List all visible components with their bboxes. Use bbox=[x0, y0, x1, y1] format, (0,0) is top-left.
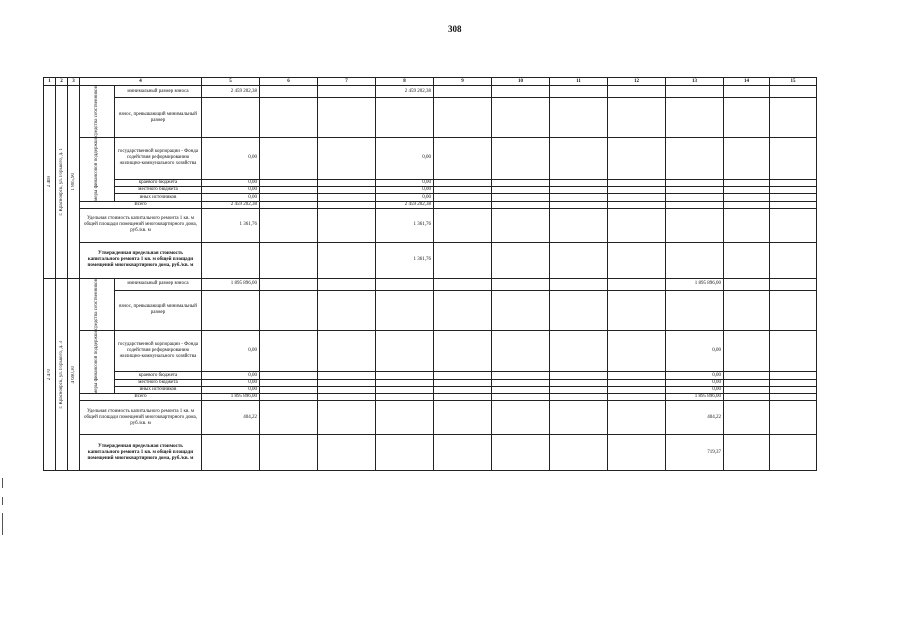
empty-cell bbox=[550, 290, 608, 330]
empty-cell bbox=[434, 242, 492, 278]
row-label-other: иных источников bbox=[115, 387, 202, 394]
row-min-contribution bbox=[44, 278, 817, 290]
empty-cell bbox=[318, 194, 376, 201]
empty-cell bbox=[724, 201, 770, 208]
value-cell: 2 459 202,38 bbox=[376, 201, 434, 208]
empty-cell bbox=[492, 137, 550, 179]
empty-cell bbox=[434, 278, 492, 290]
col-header: 13 bbox=[666, 78, 724, 86]
value-cell: 0,00 bbox=[666, 330, 724, 372]
empty-cell bbox=[318, 86, 376, 98]
empty-cell bbox=[770, 435, 817, 471]
row-label-gov-corp: государственной корпорации - Фонда содействия реформированию жилищно-коммунального хозяйства bbox=[115, 330, 202, 372]
col-header: 4 bbox=[80, 78, 202, 86]
empty-cell bbox=[260, 372, 318, 379]
support-measures-label bbox=[80, 137, 115, 201]
value-cell bbox=[666, 187, 724, 194]
col-header: 7 bbox=[318, 78, 376, 86]
value-cell bbox=[376, 387, 434, 394]
empty-cell bbox=[492, 278, 550, 290]
empty-cell bbox=[608, 179, 666, 186]
empty-cell bbox=[724, 86, 770, 98]
value-cell bbox=[666, 137, 724, 179]
empty-cell bbox=[550, 387, 608, 394]
empty-cell bbox=[550, 330, 608, 372]
empty-cell bbox=[434, 179, 492, 186]
row-other-sources bbox=[44, 194, 817, 201]
empty-cell bbox=[434, 98, 492, 138]
empty-cell bbox=[770, 330, 817, 372]
value-cell bbox=[376, 394, 434, 401]
empty-cell bbox=[260, 435, 318, 471]
row-total bbox=[44, 201, 817, 208]
building-area bbox=[68, 278, 80, 471]
record-number-text: 2 469 bbox=[46, 176, 52, 188]
empty-cell bbox=[492, 201, 550, 208]
empty-cell bbox=[260, 187, 318, 194]
empty-cell bbox=[608, 137, 666, 179]
empty-cell bbox=[260, 242, 318, 278]
empty-cell bbox=[550, 278, 608, 290]
empty-cell bbox=[318, 179, 376, 186]
value-cell bbox=[376, 330, 434, 372]
empty-cell bbox=[770, 86, 817, 98]
value-cell bbox=[202, 242, 260, 278]
value-cell: 0,00 bbox=[202, 179, 260, 186]
empty-cell bbox=[550, 208, 608, 242]
value-cell: 2 459 202,38 bbox=[376, 86, 434, 98]
row-unit-cost bbox=[44, 401, 817, 435]
empty-cell bbox=[318, 435, 376, 471]
empty-cell bbox=[492, 290, 550, 330]
empty-cell bbox=[608, 379, 666, 386]
row-approved-limit bbox=[44, 242, 817, 278]
record-number bbox=[44, 278, 56, 471]
support-measures-label-text: меры финансовой поддержки bbox=[94, 137, 99, 201]
empty-cell bbox=[318, 187, 376, 194]
row-label-total: Всего bbox=[80, 201, 202, 208]
value-cell: 1 361,76 bbox=[376, 208, 434, 242]
empty-cell bbox=[434, 290, 492, 330]
owner-funds-label-text: средства собственников bbox=[94, 278, 99, 330]
empty-cell bbox=[550, 179, 608, 186]
value-cell bbox=[666, 201, 724, 208]
col-header: 10 bbox=[492, 78, 550, 86]
empty-cell bbox=[434, 187, 492, 194]
empty-cell bbox=[434, 394, 492, 401]
building-area bbox=[68, 86, 80, 279]
row-label-excess: взнос, превышающий минимальный размер bbox=[115, 98, 202, 138]
empty-cell bbox=[434, 330, 492, 372]
value-cell: 2 459 202,38 bbox=[202, 201, 260, 208]
record-number bbox=[44, 86, 56, 279]
support-measures-label bbox=[80, 330, 115, 394]
empty-cell bbox=[724, 98, 770, 138]
building-address-text: г. Красноярск, ул. Горького, д. 3 bbox=[58, 340, 64, 409]
empty-cell bbox=[724, 435, 770, 471]
empty-cell bbox=[550, 98, 608, 138]
col-header: 2 bbox=[56, 78, 68, 86]
empty-cell bbox=[434, 86, 492, 98]
value-cell bbox=[376, 401, 434, 435]
empty-cell bbox=[724, 242, 770, 278]
empty-cell bbox=[770, 372, 817, 379]
col-header: 3 bbox=[68, 78, 80, 86]
value-cell: 0,00 bbox=[666, 379, 724, 386]
empty-cell bbox=[492, 394, 550, 401]
empty-cell bbox=[260, 290, 318, 330]
col-header: 12 bbox=[608, 78, 666, 86]
row-total bbox=[44, 394, 817, 401]
empty-cell bbox=[260, 137, 318, 179]
value-cell bbox=[376, 435, 434, 471]
building-area-text: 1 805,90 bbox=[70, 173, 76, 191]
empty-cell bbox=[260, 379, 318, 386]
empty-cell bbox=[608, 330, 666, 372]
row-label-gov-corp: государственной корпорации - Фонда содействия реформированию жилищно-коммунального хозяйства bbox=[115, 137, 202, 179]
empty-cell bbox=[724, 179, 770, 186]
col-header: 1 bbox=[44, 78, 56, 86]
empty-cell bbox=[318, 201, 376, 208]
value-cell: 404,22 bbox=[202, 401, 260, 435]
col-header: 5 bbox=[202, 78, 260, 86]
row-label-local: местного бюджета bbox=[115, 187, 202, 194]
empty-cell bbox=[318, 401, 376, 435]
empty-cell bbox=[260, 394, 318, 401]
empty-cell bbox=[608, 201, 666, 208]
empty-cell bbox=[724, 379, 770, 386]
empty-cell bbox=[724, 330, 770, 372]
empty-cell bbox=[770, 387, 817, 394]
empty-cell bbox=[318, 278, 376, 290]
value-cell: 0,00 bbox=[376, 194, 434, 201]
empty-cell bbox=[260, 179, 318, 186]
empty-cell bbox=[724, 387, 770, 394]
empty-cell bbox=[318, 330, 376, 372]
value-cell bbox=[666, 194, 724, 201]
empty-cell bbox=[550, 394, 608, 401]
col-header: 14 bbox=[724, 78, 770, 86]
empty-cell bbox=[608, 372, 666, 379]
empty-cell bbox=[608, 394, 666, 401]
value-cell bbox=[376, 379, 434, 386]
empty-cell bbox=[318, 98, 376, 138]
value-cell: 1 895 896,00 bbox=[202, 278, 260, 290]
value-cell bbox=[202, 435, 260, 471]
empty-cell bbox=[608, 278, 666, 290]
value-cell: 719,37 bbox=[666, 435, 724, 471]
empty-cell bbox=[724, 187, 770, 194]
scan-margin-mark bbox=[2, 513, 3, 535]
empty-cell bbox=[770, 98, 817, 138]
empty-cell bbox=[550, 86, 608, 98]
col-header: 15 bbox=[770, 78, 817, 86]
empty-cell bbox=[260, 330, 318, 372]
empty-cell bbox=[608, 387, 666, 394]
row-label-regional: краевого бюджета bbox=[115, 372, 202, 379]
empty-cell bbox=[492, 187, 550, 194]
value-cell: 0,00 bbox=[376, 187, 434, 194]
empty-cell bbox=[550, 401, 608, 435]
empty-cell bbox=[550, 137, 608, 179]
row-min-contribution bbox=[44, 86, 817, 98]
row-excess-contribution bbox=[44, 290, 817, 330]
scan-margin-mark bbox=[2, 497, 3, 505]
empty-cell bbox=[608, 187, 666, 194]
row-excess-contribution bbox=[44, 98, 817, 138]
page-number: 308 bbox=[448, 24, 462, 34]
empty-cell bbox=[260, 194, 318, 201]
empty-cell bbox=[770, 290, 817, 330]
row-label-min-contribution: минимальный размер взноса bbox=[115, 278, 202, 290]
owner-funds-label-text: средства собственников bbox=[94, 86, 99, 137]
empty-cell bbox=[202, 98, 260, 138]
owner-funds-label bbox=[80, 278, 115, 330]
empty-cell bbox=[724, 372, 770, 379]
empty-cell bbox=[724, 194, 770, 201]
value-cell bbox=[666, 208, 724, 242]
col-header: 11 bbox=[550, 78, 608, 86]
value-cell: 0,00 bbox=[202, 372, 260, 379]
empty-cell bbox=[492, 330, 550, 372]
empty-cell bbox=[550, 372, 608, 379]
row-gov-corp bbox=[44, 137, 817, 179]
empty-cell bbox=[724, 290, 770, 330]
value-cell: 404,22 bbox=[666, 401, 724, 435]
row-approved-limit bbox=[44, 435, 817, 471]
empty-cell bbox=[434, 379, 492, 386]
empty-cell bbox=[492, 194, 550, 201]
scan-margin-mark bbox=[2, 478, 3, 488]
support-measures-label-text: меры финансовой поддержки bbox=[94, 330, 99, 394]
row-other-sources bbox=[44, 387, 817, 394]
value-cell: 1 361,76 bbox=[202, 208, 260, 242]
empty-cell bbox=[550, 379, 608, 386]
empty-cell bbox=[770, 187, 817, 194]
empty-cell bbox=[608, 86, 666, 98]
empty-cell bbox=[770, 394, 817, 401]
empty-cell bbox=[550, 201, 608, 208]
value-cell: 0,00 bbox=[666, 372, 724, 379]
value-cell: 0,00 bbox=[202, 379, 260, 386]
value-cell: 0,00 bbox=[202, 330, 260, 372]
value-cell: 0,00 bbox=[376, 179, 434, 186]
value-cell bbox=[376, 278, 434, 290]
column-number-row bbox=[44, 78, 817, 86]
empty-cell bbox=[770, 278, 817, 290]
empty-cell bbox=[318, 137, 376, 179]
empty-cell bbox=[550, 194, 608, 201]
empty-cell bbox=[724, 394, 770, 401]
empty-cell bbox=[434, 372, 492, 379]
empty-cell bbox=[434, 435, 492, 471]
row-label-local: местного бюджета bbox=[115, 379, 202, 386]
empty-cell bbox=[770, 201, 817, 208]
value-cell: 0,00 bbox=[202, 387, 260, 394]
empty-cell bbox=[724, 208, 770, 242]
empty-cell bbox=[434, 387, 492, 394]
empty-cell bbox=[434, 137, 492, 179]
empty-cell bbox=[492, 401, 550, 435]
value-cell: 1 895 896,00 bbox=[666, 394, 724, 401]
empty-cell bbox=[608, 290, 666, 330]
empty-cell bbox=[608, 401, 666, 435]
empty-cell bbox=[318, 242, 376, 278]
empty-cell bbox=[260, 208, 318, 242]
empty-cell bbox=[550, 242, 608, 278]
empty-cell bbox=[550, 435, 608, 471]
col-header: 9 bbox=[434, 78, 492, 86]
row-label-other: иных источников bbox=[115, 194, 202, 201]
empty-cell bbox=[608, 242, 666, 278]
empty-cell bbox=[318, 387, 376, 394]
empty-cell bbox=[770, 242, 817, 278]
row-local-budget bbox=[44, 187, 817, 194]
value-cell bbox=[376, 372, 434, 379]
empty-cell bbox=[770, 194, 817, 201]
empty-cell bbox=[550, 187, 608, 194]
empty-cell bbox=[608, 435, 666, 471]
empty-cell bbox=[770, 208, 817, 242]
building-address bbox=[56, 278, 68, 471]
empty-cell bbox=[608, 208, 666, 242]
building-address bbox=[56, 86, 68, 279]
empty-cell bbox=[666, 290, 724, 330]
empty-cell bbox=[376, 290, 434, 330]
empty-cell bbox=[202, 290, 260, 330]
row-label-unit-cost: Удельная стоимость капитального ремонта 1 кв. м общей площади помещений многоквартирного дома, руб./кв. м bbox=[80, 401, 202, 435]
empty-cell bbox=[492, 372, 550, 379]
empty-cell bbox=[770, 401, 817, 435]
empty-cell bbox=[492, 208, 550, 242]
empty-cell bbox=[260, 278, 318, 290]
empty-cell bbox=[434, 201, 492, 208]
empty-cell bbox=[492, 98, 550, 138]
building-address-text: г. Красноярск, ул. Горького, д. 1 bbox=[58, 148, 64, 216]
row-unit-cost bbox=[44, 208, 817, 242]
value-cell: 2 459 202,38 bbox=[202, 86, 260, 98]
row-gov-corp bbox=[44, 330, 817, 372]
empty-cell bbox=[260, 401, 318, 435]
row-regional-budget bbox=[44, 372, 817, 379]
value-cell bbox=[666, 86, 724, 98]
empty-cell bbox=[492, 387, 550, 394]
empty-cell bbox=[492, 242, 550, 278]
record-number-text: 2 470 bbox=[46, 368, 52, 381]
value-cell: 0,00 bbox=[202, 194, 260, 201]
row-regional-budget bbox=[44, 179, 817, 186]
value-cell: 1 895 896,00 bbox=[666, 278, 724, 290]
empty-cell bbox=[770, 179, 817, 186]
col-header: 8 bbox=[376, 78, 434, 86]
owner-funds-label bbox=[80, 86, 115, 138]
row-label-unit-cost: Удельная стоимость капитального ремонта 1 кв. м общей площади помещений многоквартирного дома, руб./кв. м bbox=[80, 208, 202, 242]
empty-cell bbox=[666, 98, 724, 138]
value-cell: 1 895 896,00 bbox=[202, 394, 260, 401]
row-label-regional: краевого бюджета bbox=[115, 179, 202, 186]
value-cell: 0,00 bbox=[202, 187, 260, 194]
empty-cell bbox=[318, 208, 376, 242]
empty-cell bbox=[376, 98, 434, 138]
row-label-total: Всего bbox=[80, 394, 202, 401]
empty-cell bbox=[724, 137, 770, 179]
value-cell: 1 361,76 bbox=[376, 242, 434, 278]
empty-cell bbox=[260, 201, 318, 208]
empty-cell bbox=[492, 435, 550, 471]
row-label-min-contribution: минимальный размер взноса bbox=[115, 86, 202, 98]
value-cell: 0,00 bbox=[376, 137, 434, 179]
empty-cell bbox=[492, 379, 550, 386]
col-header: 6 bbox=[260, 78, 318, 86]
empty-cell bbox=[318, 372, 376, 379]
empty-cell bbox=[434, 194, 492, 201]
empty-cell bbox=[770, 379, 817, 386]
value-cell: 0,00 bbox=[202, 137, 260, 179]
value-cell bbox=[666, 179, 724, 186]
empty-cell bbox=[724, 401, 770, 435]
empty-cell bbox=[770, 137, 817, 179]
empty-cell bbox=[260, 86, 318, 98]
empty-cell bbox=[608, 98, 666, 138]
empty-cell bbox=[608, 194, 666, 201]
building-area-text: 4 690,30 bbox=[70, 365, 76, 384]
empty-cell bbox=[492, 179, 550, 186]
value-cell: 0,00 bbox=[666, 387, 724, 394]
empty-cell bbox=[724, 278, 770, 290]
row-label-approved-limit: Утвержденная предельная стоимость капитального ремонта 1 кв. м общей площади помещений многоквартирного дома, руб./кв. м bbox=[80, 242, 202, 278]
row-local-budget bbox=[44, 379, 817, 386]
empty-cell bbox=[434, 401, 492, 435]
empty-cell bbox=[318, 394, 376, 401]
empty-cell bbox=[318, 379, 376, 386]
row-label-excess: взнос, превышающий минимальный размер bbox=[115, 290, 202, 330]
empty-cell bbox=[260, 98, 318, 138]
value-cell bbox=[666, 242, 724, 278]
empty-cell bbox=[434, 208, 492, 242]
row-label-approved-limit: Утвержденная предельная стоимость капитального ремонта 1 кв. м общей площади помещений многоквартирного дома, руб./кв. м bbox=[80, 435, 202, 471]
empty-cell bbox=[492, 86, 550, 98]
empty-cell bbox=[318, 290, 376, 330]
empty-cell bbox=[260, 387, 318, 394]
capital-repair-table bbox=[43, 77, 817, 471]
